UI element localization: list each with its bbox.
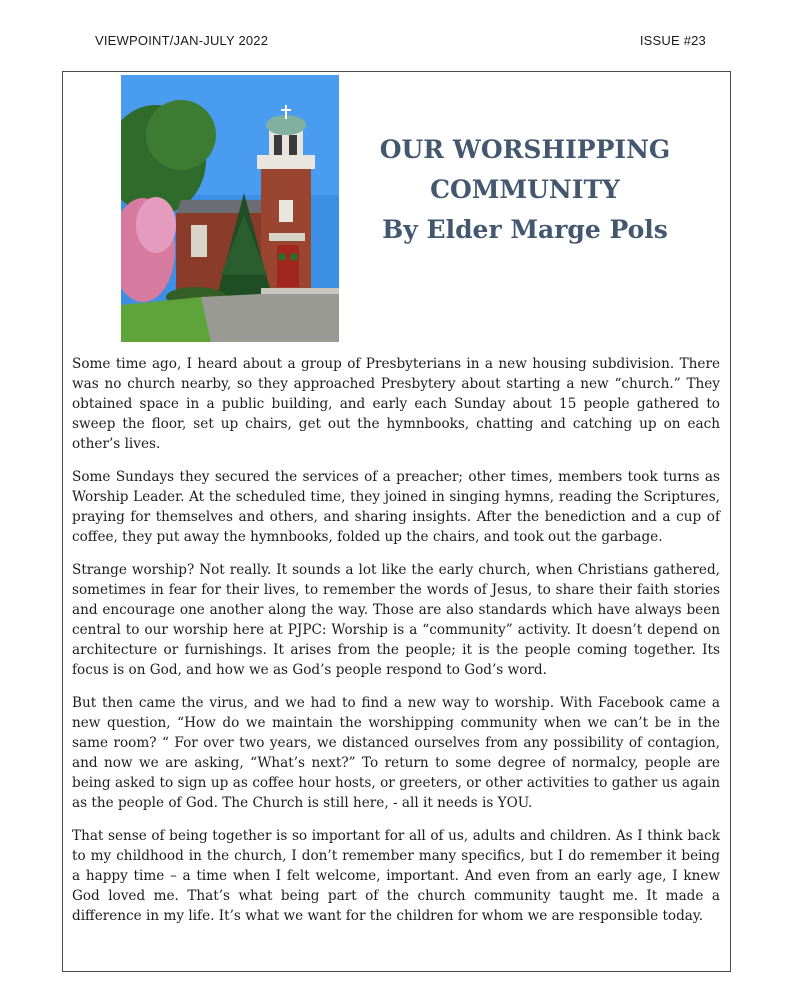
title-line-1: OUR WORSHIPPING [379, 135, 671, 164]
paragraph: Some time ago, I heard about a group of Presbyterians in a new housing subdivision. There was no church nearby, so they approached Presbytery about starting a new “church.” They obtained space in a public building, and early each Sunday about 15 people gathered to sweep the floor, set up chairs, get out the hymnbooks, chatting and catching up on each other’s lives. [72, 356, 720, 452]
article-title [360, 130, 690, 250]
running-header-left: VIEWPOINT/JAN-JULY 2022 [95, 33, 269, 48]
paragraph: Some Sundays they secured the services of a preacher; other times, members took turns as Worship Leader. At the scheduled time, they joined in singing hymns, reading the Scriptures, praying for themselves and others, and sharing insights. After the benediction and a cup of coffee, they put away the hymnbooks, folded up the chairs, and took out the garbage. [72, 469, 720, 545]
paragraph: But then came the virus, and we had to find a new way to worship. With Facebook came a new question, “How do we maintain the worshipping community when we can’t be in the same room? “ For over two years, we distanced ourselves from any possibility of contagion, and now we are asking, “What’s next?” To return to some degree of normalcy, people are being asked to sign up as coffee hour hosts, or greeters, or other activities to gather us again as the people of God. The Church is still here, - all it needs is YOU. [72, 695, 720, 811]
article-body [72, 354, 720, 939]
title-line-2: COMMUNITY [430, 175, 620, 204]
issue-number: ISSUE #23 [639, 33, 706, 48]
paragraph: Strange worship? Not really. It sounds a lot like the early church, when Christians gathered, sometimes in fear for their lives, to remember the words of Jesus, to share their faith stories and encourage one another along the way. Those are also standards which have always been central to our worship here at PJPC: Worship is a “community” activity. It doesn’t depend on architecture or furnishings. It arises from the people; it is the people coming together. Its focus is on God, and how we as God’s people respond to God’s word. [72, 562, 720, 678]
paragraph: That sense of being together is so important for all of us, adults and children. As I think back to my childhood in the church, I don’t remember many specifics, but I do remember it being a happy time – a time when I felt welcome, important. And even from an early age, I knew God loved me. That’s what being part of the church community taught me. It made a difference in my life. It’s what we want for the children for whom we are responsible today. [72, 828, 720, 924]
byline: By Elder Marge Pols [382, 215, 668, 244]
church-photo [121, 75, 339, 342]
